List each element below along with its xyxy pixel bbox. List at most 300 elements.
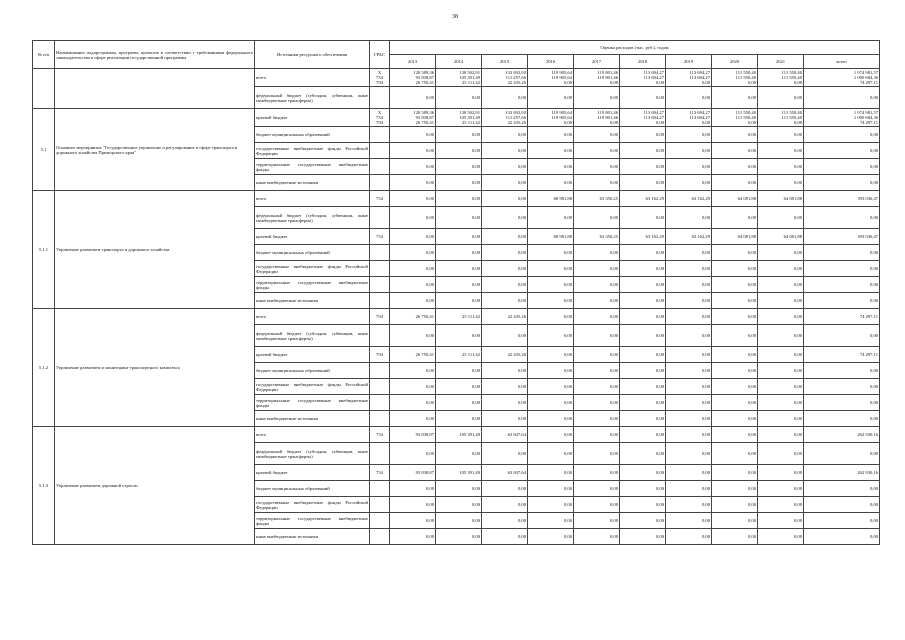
grbs-code [370, 395, 390, 411]
grbs-code [370, 175, 390, 191]
budget-table [32, 40, 880, 545]
grbs-code [370, 293, 390, 309]
amount-cell: 0,00 [528, 87, 574, 109]
amount-cell: 0,00 [712, 443, 758, 465]
amount-cell: 0,00 [758, 363, 804, 379]
amount-cell: 0,00 [666, 395, 712, 411]
amount-cell: 0,00 [574, 309, 620, 325]
amount-cell: 120 589,36 93 838,87 26 750,41 [390, 109, 436, 127]
table-row [33, 191, 880, 207]
amount-cell: 0,00 [804, 379, 880, 395]
amount-cell: 0,00 [758, 481, 804, 497]
amount-cell: 0,00 [712, 465, 758, 481]
amount-cell: 22 435,26 [482, 347, 528, 363]
amount-cell: 0,00 [482, 87, 528, 109]
amount-cell: 0,00 [436, 245, 482, 261]
amount-cell: 0,00 [390, 363, 436, 379]
amount-cell: 0,00 [482, 175, 528, 191]
table-row [33, 427, 880, 443]
amount-cell: 0,00 [574, 245, 620, 261]
funding-source: бюджет муниципальных образований [255, 127, 370, 143]
amount-cell: 0,00 [436, 159, 482, 175]
grbs-code [370, 87, 390, 109]
amount-cell: 64 081,88 [712, 229, 758, 245]
header-year: всего [804, 55, 880, 69]
amount-cell: 0,00 [758, 443, 804, 465]
amount-cell: 63 162,29 [666, 229, 712, 245]
amount-cell: 0,00 [758, 347, 804, 363]
amount-cell: 0,00 [804, 411, 880, 427]
amount-cell: 0,00 [574, 363, 620, 379]
amount-cell: 0,00 [712, 427, 758, 443]
amount-cell: 0,00 [758, 513, 804, 529]
amount-cell: 0,00 [620, 465, 666, 481]
funding-source: всего [255, 309, 370, 325]
amount-cell: 0,00 [620, 363, 666, 379]
amount-cell: 0,00 [666, 87, 712, 109]
grbs-code [370, 363, 390, 379]
amount-cell: 0,00 [574, 277, 620, 293]
grbs-code [370, 497, 390, 513]
funding-source: территориальные государственные внебюджетные фонды [255, 395, 370, 411]
amount-cell: 0,00 [482, 261, 528, 277]
grbs-code [370, 207, 390, 229]
amount-cell: 0,00 [574, 143, 620, 159]
amount-cell: 63 847,64 [482, 427, 528, 443]
funding-source: бюджет муниципальных образований [255, 363, 370, 379]
amount-cell: 63 162,29 [666, 191, 712, 207]
grbs-code [370, 159, 390, 175]
section-name: Управление развитием и мониторинг транспортного комплекса [55, 309, 255, 427]
amount-cell: 0,00 [758, 465, 804, 481]
amount-cell: 0,00 [620, 325, 666, 347]
amount-cell: 0,00 [620, 293, 666, 309]
amount-cell: 0,00 [758, 309, 804, 325]
amount-cell: 0,00 [712, 143, 758, 159]
amount-cell: 0,00 [666, 363, 712, 379]
amount-cell: 113 694,27 113 694,27 0,00 [666, 109, 712, 127]
amount-cell: 0,00 [620, 127, 666, 143]
amount-cell: 0,00 [712, 325, 758, 347]
amount-cell: 111 550,40 111 550,40 0,00 [758, 69, 804, 87]
amount-cell: 0,00 [620, 443, 666, 465]
amount-cell: 63 847,64 [482, 465, 528, 481]
amount-cell: 0,00 [620, 513, 666, 529]
header-source: Источники ресурсного обеспечения [255, 41, 370, 69]
grbs-code [370, 529, 390, 545]
amount-cell: 0,00 [390, 481, 436, 497]
amount-cell: 0,00 [804, 395, 880, 411]
amount-cell: 64 081,88 [712, 191, 758, 207]
amount-cell: 0,00 [390, 379, 436, 395]
amount-cell: 0,00 [574, 513, 620, 529]
grbs-code [370, 481, 390, 497]
amount-cell: 0,00 [666, 159, 712, 175]
amount-cell: 0,00 [390, 277, 436, 293]
funding-source: всего [255, 427, 370, 443]
amount-cell: 0,00 [436, 529, 482, 545]
amount-cell: 0,00 [620, 207, 666, 229]
funding-source: государственные внебюджетные фонды Российской Федерации [255, 261, 370, 277]
amount-cell: 0,00 [574, 261, 620, 277]
amount-cell: 0,00 [482, 207, 528, 229]
amount-cell: 0,00 [712, 529, 758, 545]
amount-cell: 0,00 [528, 293, 574, 309]
grbs-code [370, 443, 390, 465]
amount-cell: 0,00 [666, 465, 712, 481]
amount-cell: 0,00 [528, 411, 574, 427]
amount-cell: 0,00 [436, 379, 482, 395]
amount-cell: 0,00 [436, 87, 482, 109]
amount-cell: 0,00 [712, 159, 758, 175]
amount-cell: 119 801,46 119 801,46 0,00 [574, 69, 620, 87]
amount-cell: 0,00 [758, 293, 804, 309]
funding-source: бюджет муниципальных образований [255, 245, 370, 261]
amount-cell: 0,00 [666, 497, 712, 513]
section-name [55, 69, 255, 109]
grbs-code [370, 127, 390, 143]
page-number: 38 [452, 14, 458, 20]
amount-cell: 0,00 [804, 443, 880, 465]
amount-cell: 0,00 [804, 261, 880, 277]
amount-cell: 0,00 [574, 347, 620, 363]
header-year: 2017 [574, 55, 620, 69]
amount-cell: 0,00 [574, 159, 620, 175]
amount-cell: 0,00 [620, 159, 666, 175]
header-year: 2016 [528, 55, 574, 69]
amount-cell: 0,00 [758, 427, 804, 443]
header-year: 2013 [390, 55, 436, 69]
amount-cell: 0,00 [482, 143, 528, 159]
amount-cell: 0,00 [712, 347, 758, 363]
amount-cell: 0,00 [390, 513, 436, 529]
amount-cell: 0,00 [666, 277, 712, 293]
amount-cell: 0,00 [482, 497, 528, 513]
amount-cell: 0,00 [620, 395, 666, 411]
amount-cell: 0,00 [390, 191, 436, 207]
amount-cell: 0,00 [528, 277, 574, 293]
amount-cell: 0,00 [758, 497, 804, 513]
amount-cell: 0,00 [390, 261, 436, 277]
amount-cell: 0,00 [804, 497, 880, 513]
amount-cell: 0,00 [574, 207, 620, 229]
amount-cell: 0,00 [758, 325, 804, 347]
grbs-code: 794 [370, 347, 390, 363]
amount-cell: 0,00 [758, 261, 804, 277]
funding-source: краевой бюджет [255, 109, 370, 127]
amount-cell: 0,00 [620, 411, 666, 427]
amount-cell: 262 930,16 [804, 465, 880, 481]
amount-cell: 0,00 [482, 325, 528, 347]
amount-cell: 0,00 [620, 347, 666, 363]
grbs-code [370, 277, 390, 293]
amount-cell: 25 111,42 [436, 309, 482, 325]
amount-cell: 0,00 [620, 261, 666, 277]
grbs-code [370, 379, 390, 395]
amount-cell: 0,00 [804, 293, 880, 309]
amount-cell: 64 081,88 [758, 229, 804, 245]
amount-cell: 0,00 [758, 143, 804, 159]
amount-cell: 0,00 [804, 513, 880, 529]
amount-cell: 113 694,27 113 694,27 0,00 [620, 109, 666, 127]
amount-cell: 63 162,29 [620, 191, 666, 207]
amount-cell: 393 036,47 [804, 191, 880, 207]
amount-cell: 0,00 [758, 379, 804, 395]
amount-cell: 0,00 [712, 481, 758, 497]
amount-cell: 0,00 [482, 127, 528, 143]
amount-cell: 0,00 [528, 309, 574, 325]
amount-cell: 0,00 [436, 395, 482, 411]
header-year: 2014 [436, 55, 482, 69]
grbs-code [370, 143, 390, 159]
amount-cell: 111 550,40 111 550,40 0,00 [712, 109, 758, 127]
table-row [33, 69, 880, 87]
amount-cell: 393 036,47 [804, 229, 880, 245]
header-year: 2020 [712, 55, 758, 69]
amount-cell: 0,00 [666, 325, 712, 347]
funding-source: федеральный бюджет (субсидии, субвенции, иные межбюджетные трансферты) [255, 207, 370, 229]
amount-cell: 0,00 [528, 427, 574, 443]
amount-cell: 0,00 [482, 229, 528, 245]
amount-cell: 119 801,46 119 801,46 0,00 [574, 109, 620, 127]
amount-cell: 0,00 [666, 143, 712, 159]
amount-cell: 0,00 [666, 443, 712, 465]
amount-cell: 0,00 [758, 411, 804, 427]
amount-cell: 0,00 [574, 175, 620, 191]
amount-cell: 0,00 [436, 277, 482, 293]
header-no: № п/п [33, 41, 55, 69]
funding-source: краевой бюджет [255, 465, 370, 481]
header-year: 2019 [666, 55, 712, 69]
amount-cell: 0,00 [482, 277, 528, 293]
amount-cell: 0,00 [666, 529, 712, 545]
amount-cell: 0,00 [712, 411, 758, 427]
funding-source: государственные внебюджетные фонды Российской Федерации [255, 379, 370, 395]
section-number [33, 69, 55, 109]
amount-cell: 0,00 [712, 309, 758, 325]
amount-cell: 0,00 [666, 513, 712, 529]
amount-cell: 0,00 [528, 443, 574, 465]
amount-cell: 0,00 [436, 143, 482, 159]
amount-cell: 0,00 [436, 207, 482, 229]
amount-cell: 0,00 [482, 395, 528, 411]
amount-cell: 0,00 [390, 411, 436, 427]
section-number: 5.1 [33, 109, 55, 191]
amount-cell: 26 750,41 [390, 347, 436, 363]
amount-cell: 133 692,92 111 257,66 22 435,26 [482, 69, 528, 87]
amount-cell: 0,00 [574, 379, 620, 395]
amount-cell: 0,00 [620, 245, 666, 261]
grbs-code: X 754 794 [370, 69, 390, 87]
funding-source: государственные внебюджетные фонды Российской Федерации [255, 143, 370, 159]
section-name: Основное мероприятие "Государственное управление и регулирование в сфере транспорта и дорожного хозяйства Приморского края" [55, 109, 255, 191]
amount-cell: 0,00 [574, 443, 620, 465]
amount-cell: 0,00 [666, 127, 712, 143]
amount-cell: 0,00 [804, 143, 880, 159]
funding-source: бюджет муниципальных образований [255, 481, 370, 497]
amount-cell: 0,00 [574, 293, 620, 309]
funding-source: иные внебюджетные источники [255, 175, 370, 191]
amount-cell: 0,00 [390, 325, 436, 347]
amount-cell: 0,00 [574, 411, 620, 427]
amount-cell: 0,00 [482, 159, 528, 175]
amount-cell: 0,00 [758, 175, 804, 191]
amount-cell: 0,00 [528, 261, 574, 277]
amount-cell: 0,00 [574, 529, 620, 545]
funding-source: иные внебюджетные источники [255, 529, 370, 545]
amount-cell: 0,00 [620, 309, 666, 325]
amount-cell: 0,00 [758, 207, 804, 229]
amount-cell: 113 694,27 113 694,27 0,00 [620, 69, 666, 87]
amount-cell: 130 502,91 105 391,49 25 111,42 [436, 69, 482, 87]
amount-cell: 0,00 [712, 293, 758, 309]
amount-cell: 0,00 [482, 411, 528, 427]
grbs-code [370, 261, 390, 277]
amount-cell: 133 692,92 111 257,66 22 435,26 [482, 109, 528, 127]
amount-cell: 0,00 [804, 159, 880, 175]
amount-cell: 0,00 [804, 175, 880, 191]
amount-cell: 0,00 [712, 513, 758, 529]
grbs-code: 754 [370, 229, 390, 245]
section-number: 5.1.1 [33, 191, 55, 309]
amount-cell: 0,00 [436, 293, 482, 309]
amount-cell: 0,00 [390, 159, 436, 175]
amount-cell: 0,00 [620, 427, 666, 443]
funding-source: территориальные государственные внебюджетные фонды [255, 513, 370, 529]
amount-cell: 0,00 [666, 175, 712, 191]
header-name: Наименование подпрограммы, программ, проектов в соответствии с требованиями федерального законодательства в сфере реализации государственной программы [55, 41, 255, 69]
amount-cell: 0,00 [390, 529, 436, 545]
amount-cell: 0,00 [712, 363, 758, 379]
amount-cell: 0,00 [482, 379, 528, 395]
funding-source: всего [255, 69, 370, 87]
amount-cell: 0,00 [666, 207, 712, 229]
table-row [33, 109, 880, 127]
amount-cell: 0,00 [666, 427, 712, 443]
amount-cell: 0,00 [712, 175, 758, 191]
amount-cell: 0,00 [390, 175, 436, 191]
amount-cell: 0,00 [528, 325, 574, 347]
amount-cell: 0,00 [390, 293, 436, 309]
amount-cell: 0,00 [712, 87, 758, 109]
amount-cell: 93 838,87 [390, 465, 436, 481]
amount-cell: 0,00 [804, 87, 880, 109]
amount-cell: 0,00 [436, 261, 482, 277]
amount-cell: 0,00 [804, 363, 880, 379]
amount-cell: 0,00 [436, 191, 482, 207]
funding-source: федеральный бюджет (субсидии, субвенции, иные межбюджетные трансферты) [255, 87, 370, 109]
amount-cell: 0,00 [436, 175, 482, 191]
funding-source: иные внебюджетные источники [255, 293, 370, 309]
grbs-code [370, 325, 390, 347]
amount-cell: 1 074 981,57 1 000 684,36 74 297,11 [804, 109, 880, 127]
amount-cell: 0,00 [436, 481, 482, 497]
amount-cell: 0,00 [574, 497, 620, 513]
grbs-code [370, 513, 390, 529]
amount-cell: 0,00 [390, 497, 436, 513]
amount-cell: 0,00 [574, 87, 620, 109]
funding-source: государственные внебюджетные фонды Российской Федерации [255, 497, 370, 513]
header-year: 2018 [620, 55, 666, 69]
amount-cell: 111 550,40 111 550,40 0,00 [758, 109, 804, 127]
amount-cell: 0,00 [620, 175, 666, 191]
amount-cell: 63 350,25 [574, 191, 620, 207]
funding-source: краевой бюджет [255, 347, 370, 363]
amount-cell: 130 502,91 105 391,49 25 111,42 [436, 109, 482, 127]
amount-cell: 63 162,29 [620, 229, 666, 245]
amount-cell: 68 981,88 [528, 229, 574, 245]
amount-cell: 0,00 [482, 245, 528, 261]
grbs-code [370, 245, 390, 261]
amount-cell: 0,00 [758, 87, 804, 109]
amount-cell: 119 905,64 119 905,64 0,00 [528, 69, 574, 87]
amount-cell: 0,00 [758, 127, 804, 143]
amount-cell: 0,00 [528, 481, 574, 497]
funding-source: федеральный бюджет (субсидии, субвенции, иные межбюджетные трансферты) [255, 443, 370, 465]
grbs-code [370, 411, 390, 427]
section-name: Управление развитием транспорта и дорожного хозяйства [55, 191, 255, 309]
amount-cell: 0,00 [574, 465, 620, 481]
amount-cell: 0,00 [482, 191, 528, 207]
amount-cell: 0,00 [620, 497, 666, 513]
amount-cell: 0,00 [620, 143, 666, 159]
amount-cell: 0,00 [528, 465, 574, 481]
amount-cell: 0,00 [528, 363, 574, 379]
amount-cell: 113 694,27 113 694,27 0,00 [666, 69, 712, 87]
amount-cell: 0,00 [528, 395, 574, 411]
amount-cell: 0,00 [436, 363, 482, 379]
amount-cell: 0,00 [574, 427, 620, 443]
amount-cell: 22 435,26 [482, 309, 528, 325]
grbs-code: 754 [370, 427, 390, 443]
amount-cell: 0,00 [390, 443, 436, 465]
amount-cell: 0,00 [574, 127, 620, 143]
amount-cell: 0,00 [436, 513, 482, 529]
grbs-code: 754 [370, 191, 390, 207]
amount-cell: 0,00 [436, 411, 482, 427]
grbs-code: X 754 794 [370, 109, 390, 127]
amount-cell: 0,00 [528, 347, 574, 363]
funding-source: всего [255, 191, 370, 207]
amount-cell: 0,00 [436, 497, 482, 513]
amount-cell: 74 297,11 [804, 309, 880, 325]
amount-cell: 0,00 [390, 395, 436, 411]
amount-cell: 0,00 [804, 127, 880, 143]
amount-cell: 262 930,16 [804, 427, 880, 443]
amount-cell: 0,00 [804, 207, 880, 229]
amount-cell: 0,00 [574, 481, 620, 497]
amount-cell: 0,00 [436, 325, 482, 347]
amount-cell: 0,00 [436, 127, 482, 143]
amount-cell: 105 391,49 [436, 427, 482, 443]
amount-cell: 0,00 [390, 143, 436, 159]
amount-cell: 0,00 [482, 529, 528, 545]
amount-cell: 0,00 [712, 127, 758, 143]
amount-cell: 0,00 [666, 293, 712, 309]
funding-source: краевой бюджет [255, 229, 370, 245]
amount-cell: 0,00 [528, 245, 574, 261]
amount-cell: 0,00 [620, 87, 666, 109]
amount-cell: 68 981,88 [528, 191, 574, 207]
amount-cell: 0,00 [528, 379, 574, 395]
amount-cell: 0,00 [666, 411, 712, 427]
amount-cell: 0,00 [528, 513, 574, 529]
grbs-code: 794 [370, 309, 390, 325]
amount-cell: 0,00 [528, 143, 574, 159]
amount-cell: 0,00 [436, 229, 482, 245]
amount-cell: 0,00 [528, 497, 574, 513]
amount-cell: 0,00 [390, 229, 436, 245]
